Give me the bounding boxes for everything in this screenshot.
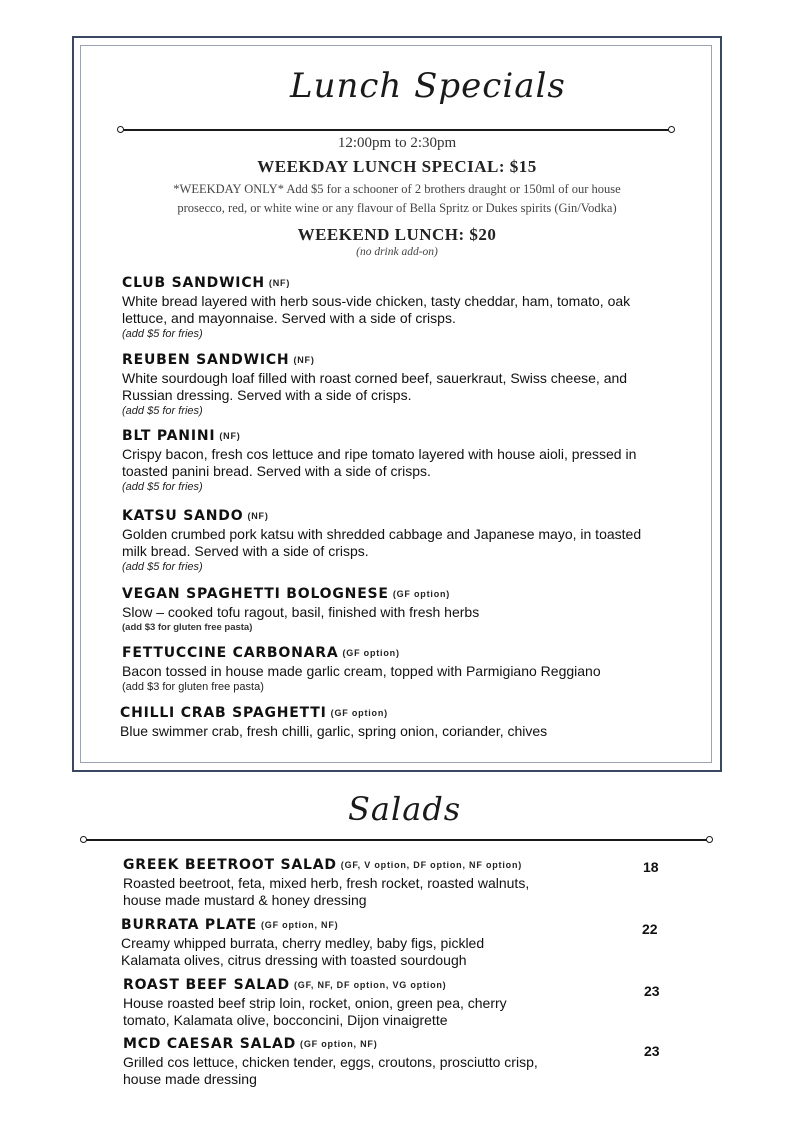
- item-name: [122, 645, 667, 661]
- item-description: House roasted beef strip loin, rocket, onion, green pea, cherry tomato, Kalamata olive, bocconcini, Dijon vinaigrette: [123, 995, 507, 1028]
- item-title: BURRATA PLATE: [121, 917, 257, 933]
- lunch-item-katsu-sando: [122, 508, 667, 573]
- lunch-item-club-sandwich: [122, 275, 667, 340]
- lunch-item-fettuccine-carbonara: [122, 645, 667, 693]
- item-title: BLT PANINI: [122, 428, 216, 444]
- item-name: [121, 917, 541, 933]
- item-name: [120, 705, 665, 721]
- item-name: [122, 428, 667, 444]
- item-description: Creamy whipped burrata, cherry medley, baby figs, pickled Kalamata olives, citrus dressing with toasted sourdough: [121, 935, 485, 968]
- item-diet-tag: (NF): [247, 511, 269, 521]
- weekday-note-line2: prosecco, red, or white wine or any flavour of Bella Spritz or Dukes spirits (Gin/Vodka): [177, 201, 617, 215]
- item-description: Crispy bacon, fresh cos lettuce and ripe tomato layered with house aioli, pressed in toasted panini bread. Served with a side of crisps.: [122, 446, 637, 479]
- item-addon: (add $5 for fries): [122, 481, 203, 493]
- item-diet-tag: (GF option): [392, 589, 451, 599]
- item-addon: (add $5 for fries): [122, 328, 203, 340]
- item-name: [122, 352, 667, 368]
- item-name: [122, 586, 667, 602]
- lunch-item-blt-panini: [122, 428, 667, 493]
- salad-item-burrata-plate: [121, 917, 541, 969]
- item-name: [122, 275, 667, 291]
- item-title: REUBEN SANDWICH: [122, 352, 290, 368]
- weekday-note-line1: *WEEKDAY ONLY* Add $5 for a schooner of 2 brothers draught or 150ml of our house: [173, 182, 621, 196]
- item-diet-tag: (NF): [219, 431, 241, 441]
- salads-divider-right-dot: [706, 836, 713, 843]
- item-title: KATSU SANDO: [122, 508, 244, 524]
- salad-item-greek-beetroot: [123, 857, 563, 909]
- lunch-divider: [122, 129, 672, 131]
- weekday-special-heading: WEEKDAY LUNCH SPECIAL: $15: [257, 157, 537, 176]
- item-title: GREEK BEETROOT SALAD: [123, 857, 337, 873]
- salad-item-roast-beef: [123, 977, 543, 1029]
- item-addon: (add $5 for fries): [122, 405, 203, 417]
- item-addon: (add $3 for gluten free pasta): [122, 622, 253, 633]
- item-description: Grilled cos lettuce, chicken tender, eggs, croutons, prosciutto crisp, house made dressing: [123, 1054, 538, 1087]
- item-title: ROAST BEEF SALAD: [123, 977, 290, 993]
- salad-price-mcd-caesar: 23: [644, 1043, 660, 1059]
- item-name: [122, 508, 667, 524]
- item-title: CLUB SANDWICH: [122, 275, 265, 291]
- item-title: MCD CAESAR SALAD: [123, 1036, 297, 1052]
- lunch-hours: 12:00pm to 2:30pm: [337, 135, 457, 151]
- item-description: Golden crumbed pork katsu with shredded cabbage and Japanese mayo, in toasted milk bread. Served with a side of crisps.: [122, 526, 642, 559]
- item-description: Bacon tossed in house made garlic cream, topped with Parmigiano Reggiano: [122, 663, 601, 679]
- weekend-special-heading: WEEKEND LUNCH: $20: [297, 225, 497, 244]
- item-diet-tag: (NF): [268, 278, 291, 288]
- item-name: [123, 1036, 553, 1052]
- lunch-item-reuben-sandwich: [122, 352, 667, 417]
- item-diet-tag: (GF option, NF): [260, 920, 339, 930]
- salads-title: Salads: [348, 790, 462, 828]
- item-diet-tag: (NF): [293, 355, 315, 365]
- item-name: [123, 857, 563, 873]
- salad-price-burrata-plate: 22: [642, 921, 658, 937]
- salads-divider-left-dot: [80, 836, 87, 843]
- lunch-divider-left-dot: [117, 126, 124, 133]
- item-description: White bread layered with herb sous-vide chicken, tasty cheddar, ham, tomato, oak lettuce, and mayonnaise. Served with a side of crisps.: [122, 293, 631, 326]
- salad-price-roast-beef: 23: [644, 983, 660, 999]
- item-title: FETTUCCINE CARBONARA: [122, 645, 339, 661]
- item-name: [123, 977, 543, 993]
- item-diet-tag: (GF option, NF): [300, 1039, 378, 1049]
- lunch-item-vegan-spaghetti-bolognese: [122, 586, 667, 633]
- item-description: Slow – cooked tofu ragout, basil, finished with fresh herbs: [122, 604, 480, 620]
- item-diet-tag: (GF, NF, DF option, VG option): [293, 980, 447, 990]
- lunch-specials-title: Lunch Specials: [290, 66, 566, 106]
- item-addon: (add $3 for gluten free pasta): [122, 681, 264, 693]
- item-diet-tag: (GF option): [330, 708, 388, 718]
- salad-price-greek-beetroot: 18: [643, 859, 659, 875]
- salads-divider: [85, 839, 710, 841]
- item-title: VEGAN SPAGHETTI BOLOGNESE: [122, 586, 389, 602]
- weekend-note: (no drink add-on): [356, 246, 438, 258]
- item-diet-tag: (GF option): [342, 648, 400, 658]
- item-addon: (add $5 for fries): [122, 561, 203, 573]
- lunch-divider-right-dot: [668, 126, 675, 133]
- item-description: Roasted beetroot, feta, mixed herb, fresh rocket, roasted walnuts, house made mustard & honey dressing: [123, 875, 530, 908]
- item-title: CHILLI CRAB SPAGHETTI: [120, 705, 327, 721]
- item-description: Blue swimmer crab, fresh chilli, garlic, spring onion, coriander, chives: [120, 723, 548, 739]
- item-description: White sourdough loaf filled with roast corned beef, sauerkraut, Swiss cheese, and Russian dressing. Served with a side of crisps.: [122, 370, 628, 403]
- salad-item-mcd-caesar: [123, 1036, 553, 1088]
- item-diet-tag: (GF, V option, DF option, NF option): [340, 860, 523, 870]
- lunch-item-chilli-crab-spaghetti: [120, 705, 665, 740]
